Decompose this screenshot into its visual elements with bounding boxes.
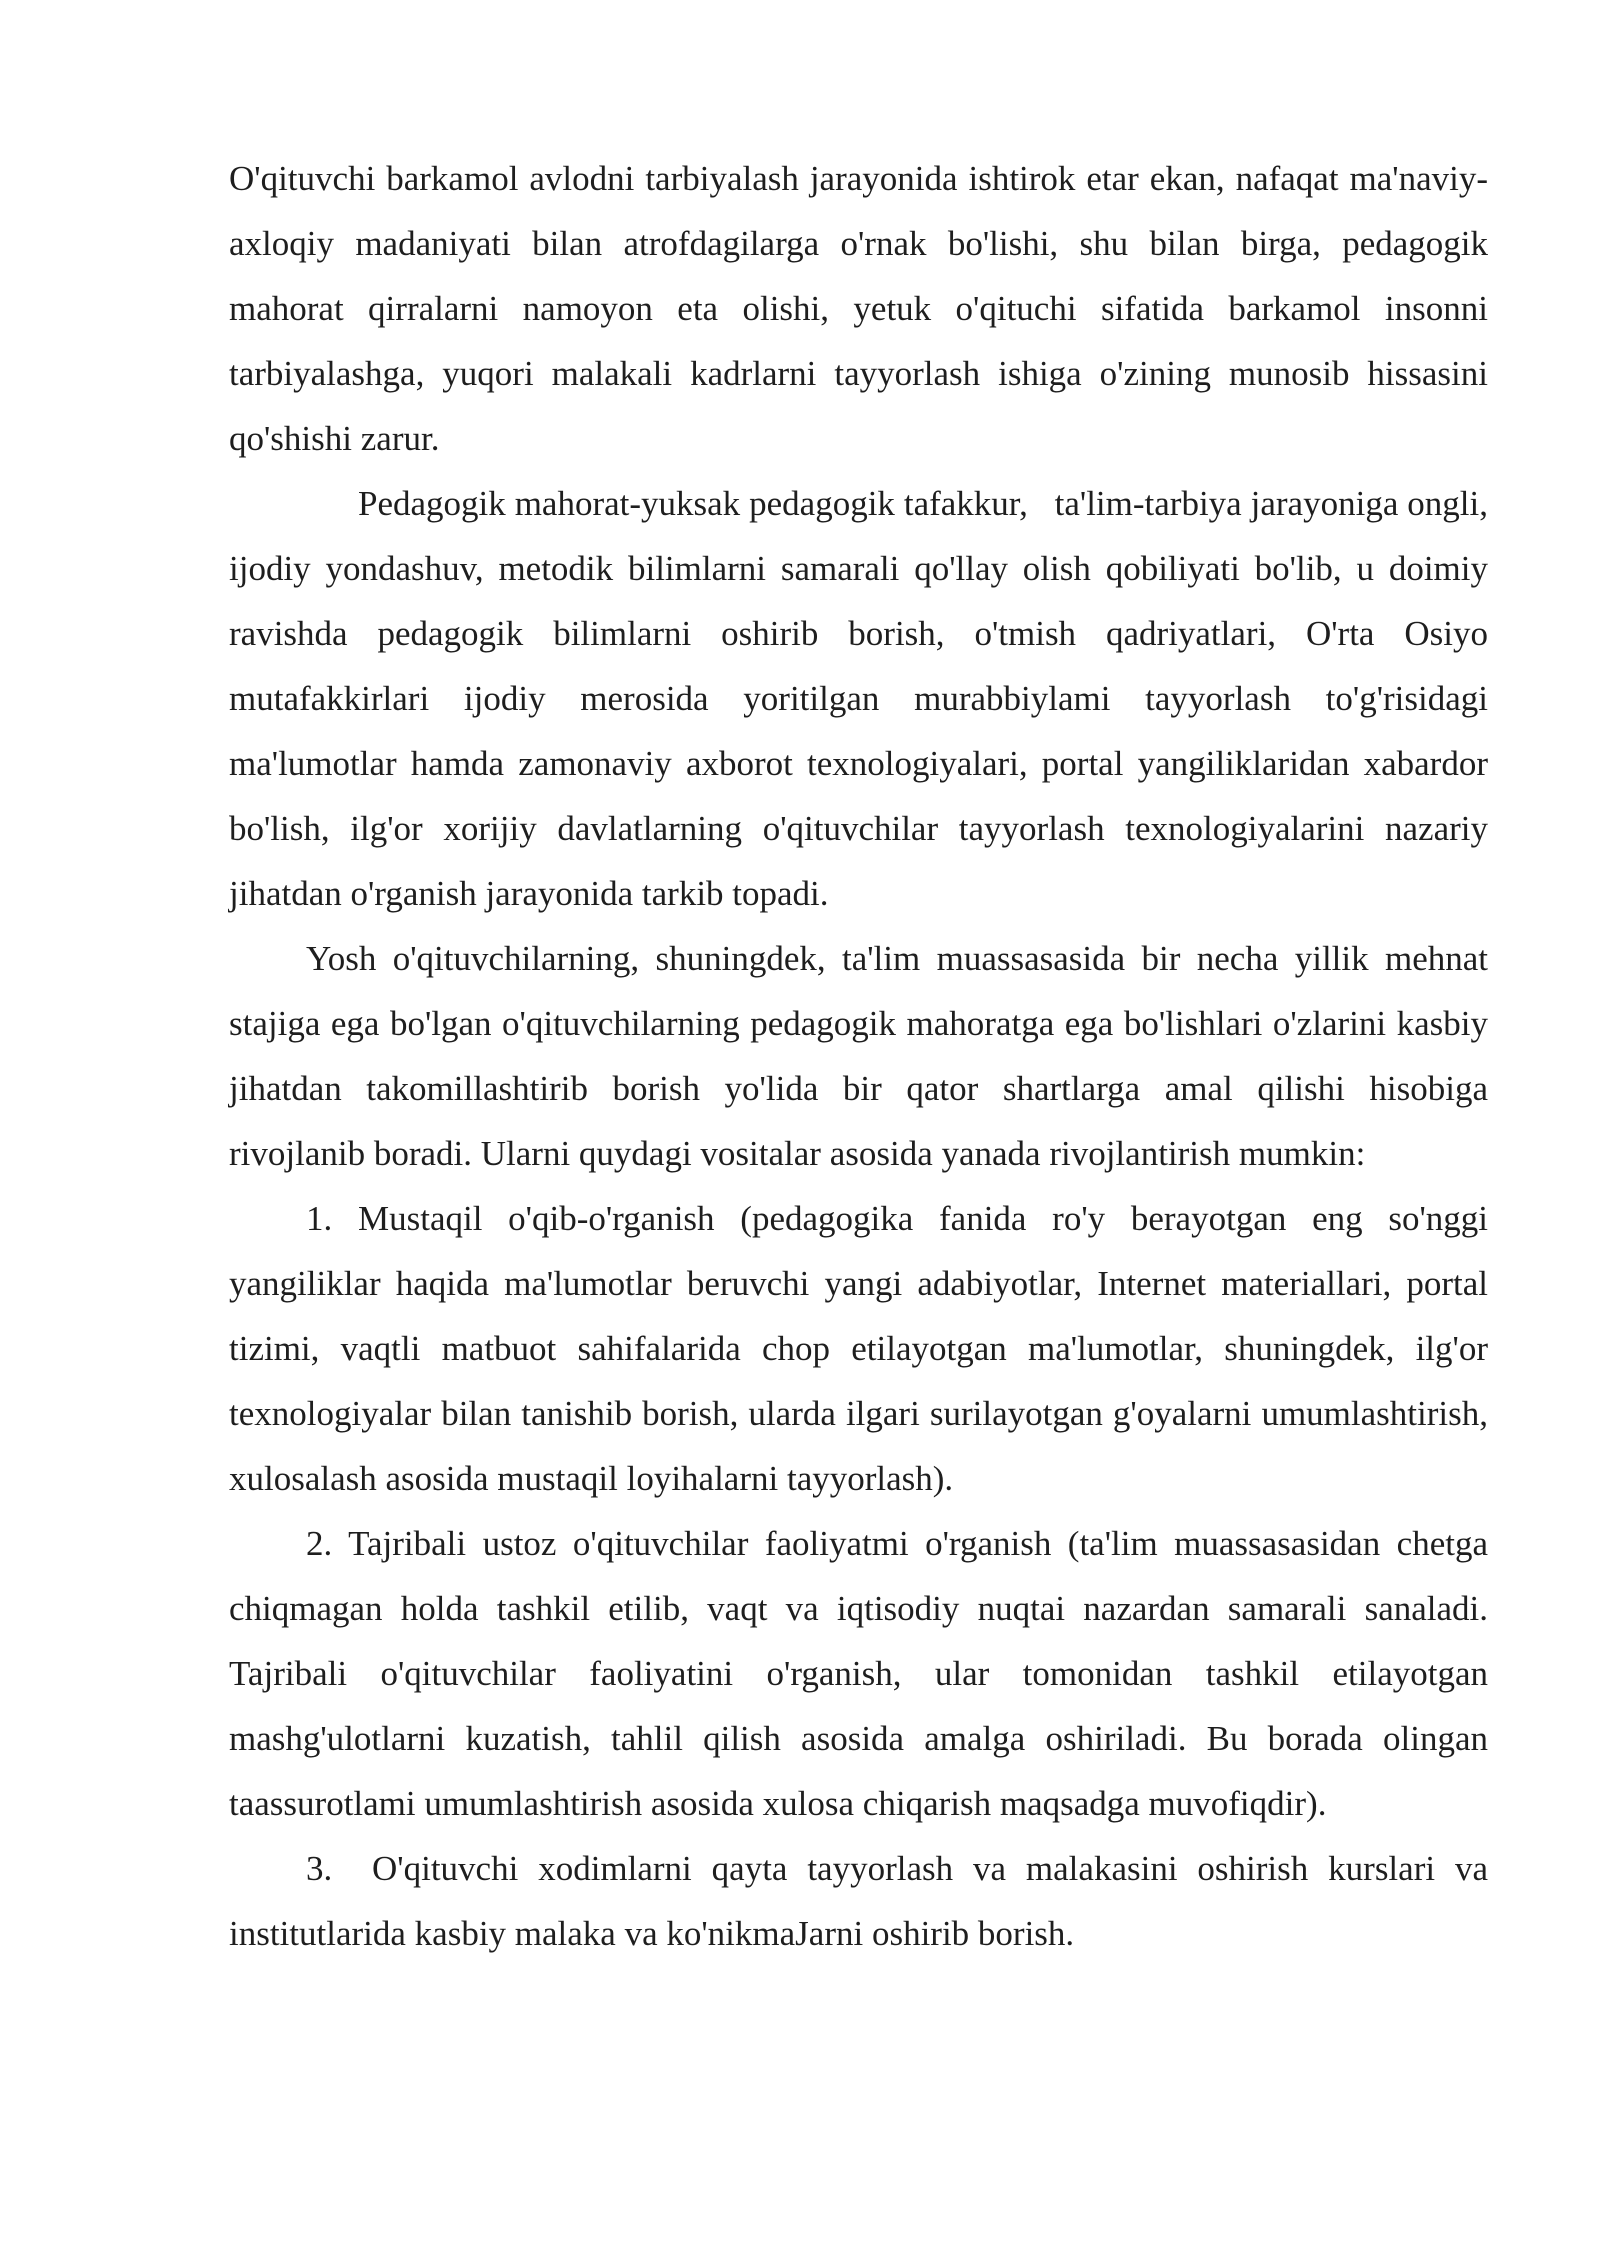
- paragraph-intro: O'qituvchi barkamol avlodni tarbiyalash jarayonida ishtirok etar ekan, nafaqat ma'naviy-axloqiy madaniyati bilan atrofdagilarga o'rnak bo'lishi, shu bilan birga, pedagogik mahorat qirralarni namoyon eta olishi, yetuk o'qituchi sifatida barkamol insonni tarbiyalashga, yuqori malakali kadrlarni tayyorlash ishiga o'zining munosib hissasini qo'shishi zarur.: [229, 159, 1488, 458]
- paragraph-pedagogical-skill: Pedagogik mahorat-yuksak pedagogik tafakkur, ta'lim-tarbiya jarayoniga ongli, ijodiy yondashuv, metodik bilimlarni samarali qo'llay olish qobiliyati bo'lib, u doimiy ravishda pedagogik bilimlarni oshirib borish, o'tmish qadriyatlari, O'rta Osiyo mutafakkirlari ijodiy merosida yoritilgan murabbiylami tayyorlash to'g'risidagi ma'lumotlar hamda zamonaviy axborot texnologiyalari, portal yangiliklaridan xabardor bo'lish, ilg'or xorijiy davlatlarning o'qituvchilar tayyorlash texnologiyalarini nazariy jihatdan o'rganish jarayonida tarkib topadi.: [229, 484, 1506, 913]
- list-item-2: 2. Tajribali ustoz o'qituvchilar faoliyatmi o'rganish (ta'lim muassasasidan chetga chiqmagan holda tashkil etilib, vaqt va iqtisodiy nuqtai nazardan samarali sanaladi. Tajribali o'qituvchilar faoliyatini o'rganish, ular tomonidan tashkil etilayotgan mashg'ulotlarni kuzatish, tahlil qilish asosida amalga oshiriladi. Bu borada olingan taassurotlami umumlashtirish asosida xulosa chiqarish maqsadga muvofiqdir).: [229, 1524, 1488, 1823]
- list-item-3: 3. O'qituvchi xodimlarni qayta tayyorlash va malakasini oshirish kurslari va institutlarida kasbiy malaka va ko'nikmaJarni oshirib borish.: [229, 1849, 1497, 1953]
- paragraph-young-teachers: Yosh o'qituvchilarning, shuningdek, ta'lim muassasasida bir necha yillik mehnat stajiga ega bo'lgan o'qituvchilarning pedagogik mahoratga ega bo'lishlari o'zlarini kasbiy jihatdan takomillashtirib borish yo'lida bir qator shartlarga amal qilishi hisobiga rivojlanib boradi. Ularni quydagi vositalar asosida yanada rivojlantirish mumkin:: [229, 939, 1488, 1173]
- document-body: [229, 146, 1506, 1966]
- list-item-1: 1. Mustaqil o'qib-o'rganish (pedagogika fanida ro'y berayotgan eng so'nggi yangiliklar haqida ma'lumotlar beruvchi yangi adabiyotlar, Internet materiallari, portal tizimi, vaqtli matbuot sahifalarida chop etilayotgan ma'lumotlar, shuningdek, ilg'or texnologiyalar bilan tanishib borish, ularda ilgari surilayotgan g'oyalarni umumlashtirish, xulosalash asosida mustaqil loyihalarni tayyorlash).: [229, 1199, 1488, 1498]
